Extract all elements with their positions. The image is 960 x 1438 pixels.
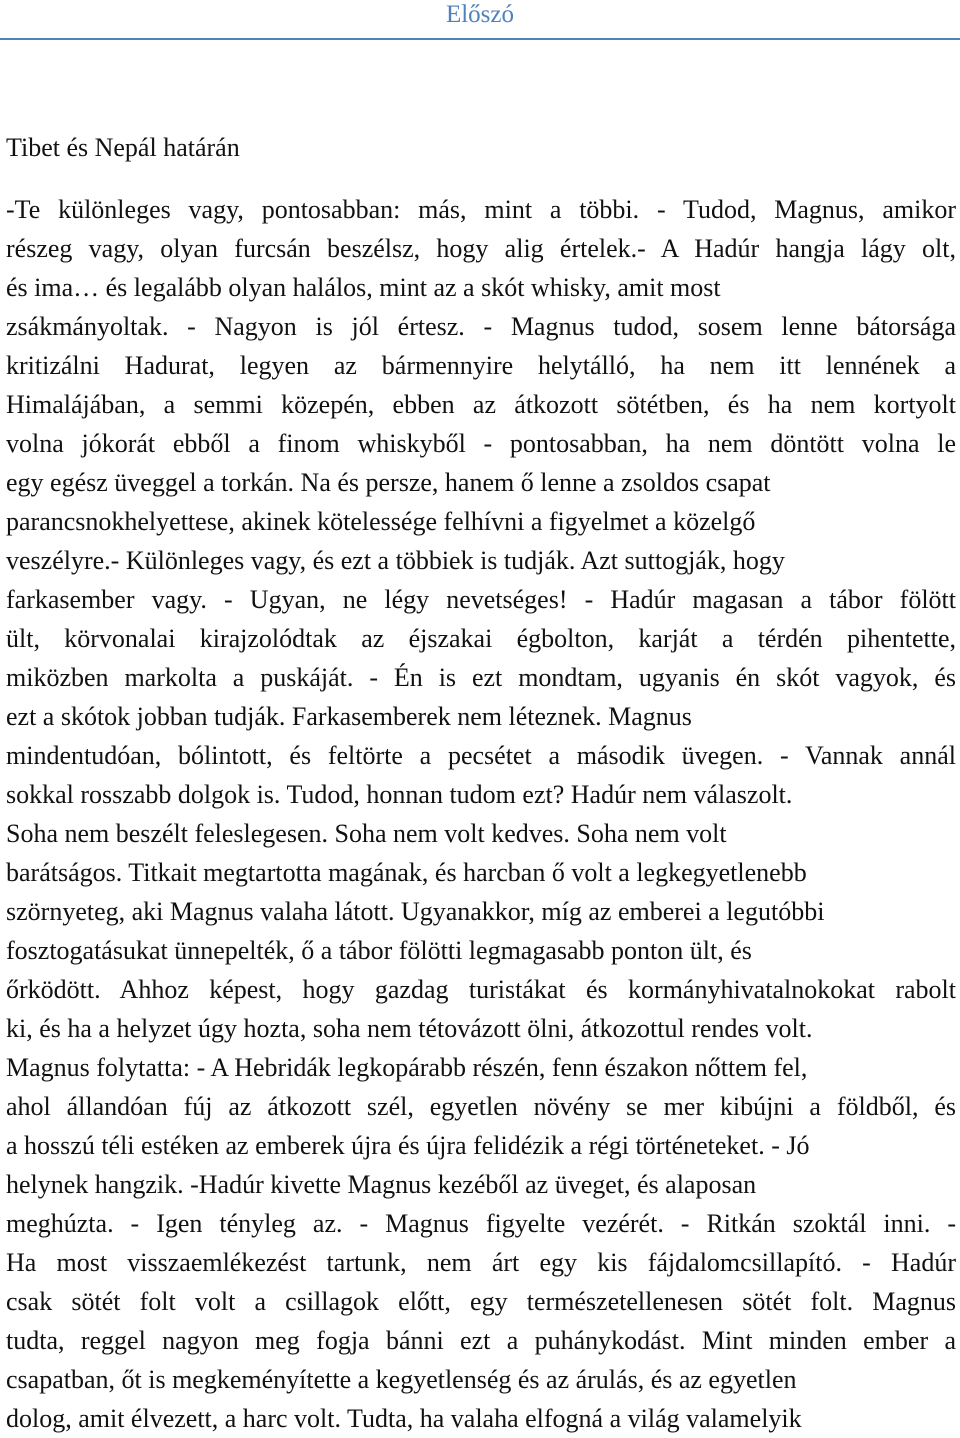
text-line: meghúzta. - Igen tényleg az. - Magnus figyelte vezérét. - Ritkán szoktál inni. - bbox=[6, 1209, 956, 1238]
text-line: farkasember vagy. - Ugyan, ne légy nevetséges! - Hadúr magasan a tábor fölött bbox=[6, 585, 956, 614]
text-line: ezt a skótok jobban tudják. Farkasemberek nem léteznek. Magnus bbox=[6, 702, 692, 731]
header-title: Előszó bbox=[445, 1, 515, 28]
body-paragraph bbox=[6, 190, 956, 1438]
text-line: Ha most visszaemlékezést tartunk, nem árt egy kis fájdalomcsillapító. - Hadúr bbox=[6, 1248, 956, 1277]
text-line: sokkal rosszabb dolgok is. Tudod, honnan tudom ezt? Hadúr nem válaszolt. bbox=[6, 780, 793, 809]
running-header bbox=[0, 0, 960, 40]
text-line: volna jókorát ebből a finom whiskyből - pontosabban, ha nem döntött volna le bbox=[6, 429, 956, 458]
text-line: részeg vagy, olyan furcsán beszélsz, hogy alig értelek.- A Hadúr hangja lágy olt, bbox=[6, 234, 956, 263]
text-line: Magnus folytatta: - A Hebridák legkopárabb részén, fenn északon nőttem fel, bbox=[6, 1053, 808, 1082]
text-line: dolog, amit élvezett, a harc volt. Tudta, ha valaha elfogná a világ valamelyik bbox=[6, 1404, 802, 1433]
text-line: csapatban, őt is megkeményítette a kegyetlenség és az árulás, és az egyetlen bbox=[6, 1365, 797, 1394]
text-line: veszélyre.- Különleges vagy, és ezt a többiek is tudják. Azt suttogják, hogy bbox=[6, 546, 785, 575]
text-line: kritizálni Hadurat, legyen az bármennyire helytálló, ha nem itt lennének a bbox=[6, 351, 956, 380]
text-line: miközben markolta a puskáját. - Én is ezt mondtam, ugyanis én skót vagyok, és bbox=[6, 663, 956, 692]
text-line: a hosszú téli estéken az emberek újra és újra felidézik a régi történeteket. - Jó bbox=[6, 1131, 810, 1160]
text-line: Himalájában, a semmi közepén, ebben az átkozott sötétben, és ha nem kortyolt bbox=[6, 390, 956, 419]
text-line: szörnyeteg, aki Magnus valaha látott. Ugyanakkor, míg az emberei a legutóbbi bbox=[6, 897, 825, 926]
text-line: parancsnokhelyettese, akinek kötelessége felhívni a figyelmet a közelgő bbox=[6, 507, 756, 536]
text-line: zsákmányoltak. - Nagyon is jól értesz. - Magnus tudod, sosem lenne bátorsága bbox=[6, 312, 956, 341]
text-line: -Te különleges vagy, pontosabban: más, mint a többi. - Tudod, Magnus, amikor bbox=[6, 195, 956, 224]
text-line: őrködött. Ahhoz képest, hogy gazdag turistákat és kormányhivatalnokokat rabolt bbox=[6, 975, 956, 1004]
text-line: egy egész üveggel a torkán. Na és persze, hanem ő lenne a zsoldos csapat bbox=[6, 468, 771, 497]
text-line: ült, körvonalai kirajzolódtak az éjszakai égbolton, karját a térdén pihentette, bbox=[6, 624, 956, 653]
text-line: tudta, reggel nagyon meg fogja bánni ezt a puhánykodást. Mint minden ember a bbox=[6, 1326, 956, 1355]
text-line: ahol állandóan fúj az átkozott szél, egyetlen növény se mer kibújni a földből, és bbox=[6, 1092, 956, 1121]
text-line: Soha nem beszélt feleslegesen. Soha nem volt kedves. Soha nem volt bbox=[6, 819, 727, 848]
text-line: és ima… és legalább olyan halálos, mint az a skót whisky, amit most bbox=[6, 273, 721, 302]
text-line: helynek hangzik. -Hadúr kivette Magnus kezéből az üveget, és alaposan bbox=[6, 1170, 757, 1199]
text-line: csak sötét folt volt a csillagok előtt, egy természetellenesen sötét folt. Magnus bbox=[6, 1287, 956, 1316]
text-line: ki, és ha a helyzet úgy hozta, soha nem tétovázott ölni, átkozottul rendes volt. bbox=[6, 1014, 813, 1043]
text-line: barátságos. Titkait megtartotta magának, és harcban ő volt a legkegyetlenebb bbox=[6, 858, 807, 887]
text-line: fosztogatásukat ünnepelték, ő a tábor fölötti legmagasabb ponton ült, és bbox=[6, 936, 752, 965]
chapter-title: Tibet és Nepál határán bbox=[6, 133, 240, 162]
text-line: mindentudóan, bólintott, és feltörte a pecsétet a második üvegen. - Vannak annál bbox=[6, 741, 956, 770]
